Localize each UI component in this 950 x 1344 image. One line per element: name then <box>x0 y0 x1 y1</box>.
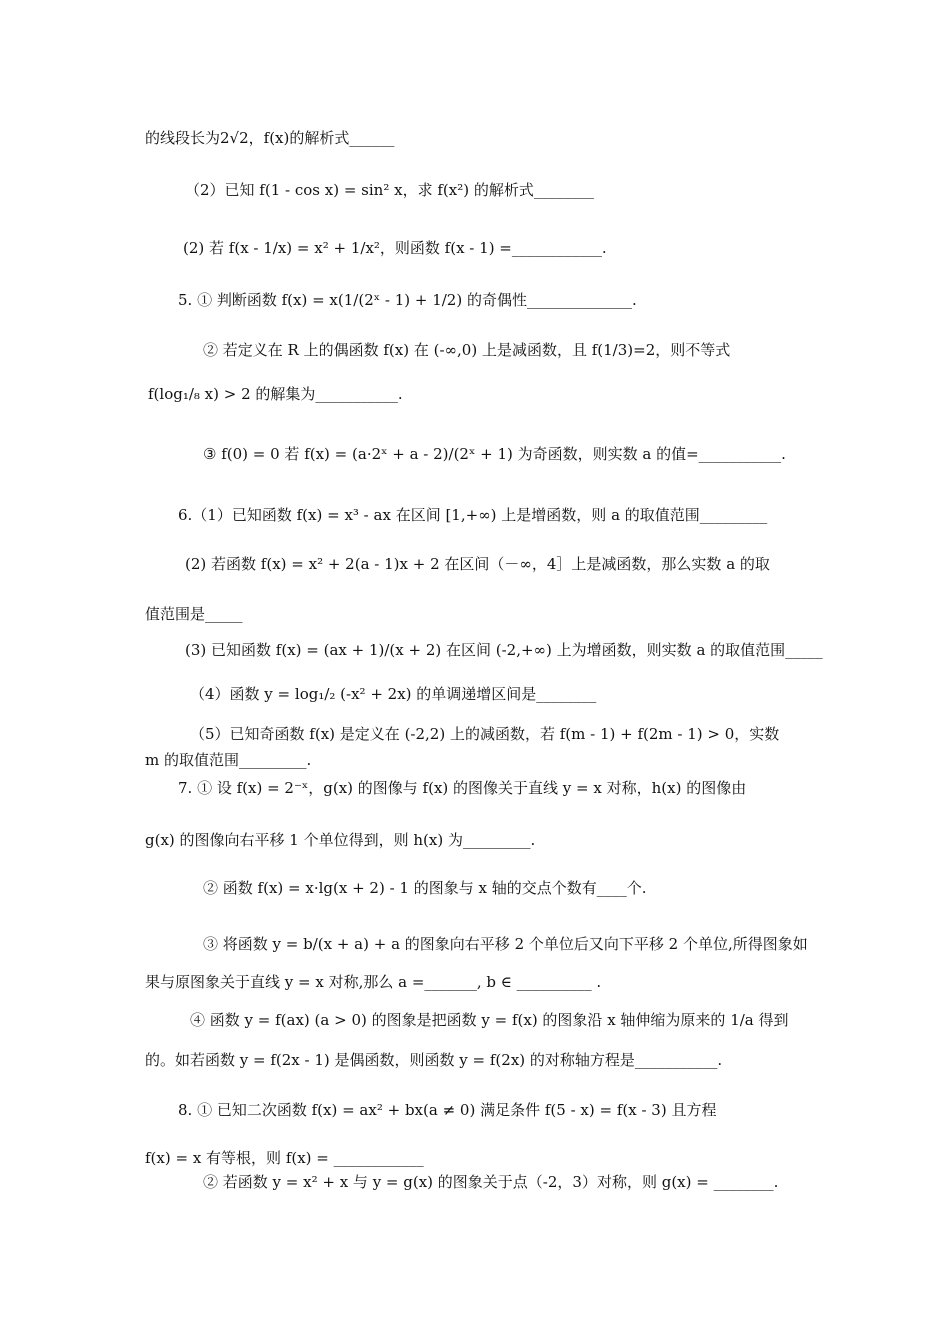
text-line-4: 5. ① 判断函数 f(x) = x(1/(2ˣ - 1) + 1/2) 的奇偶性______________. <box>178 291 637 309</box>
text-line-17: ② 函数 f(x) = x·lg(x + 2) - 1 的图象与 x 轴的交点个数有____个. <box>203 879 647 897</box>
text-line-2: （2）已知 f(1 - cos x) = sin² x，求 f(x²) 的解析式________ <box>185 181 594 199</box>
text-line-13: （5）已知奇函数 f(x) 是定义在 (-2,2) 上的减函数，若 f(m - 1) + f(2m - 1) > 0，实数 <box>190 725 780 743</box>
text-line-24: ② 若函数 y = x² + x 与 y = g(x) 的图象关于点（-2，3）对称，则 g(x) = ________. <box>203 1173 779 1191</box>
text-line-12: （4）函数 y = log₁/₂ (-x² + 2x) 的单调递增区间是________ <box>190 685 597 703</box>
text-line-11: (3) 已知函数 f(x) = (ax + 1)/(x + 2) 在区间 (-2,+∞) 上为增函数，则实数 a 的取值范围_____ <box>185 641 823 659</box>
text-line-7: ③ f(0) = 0 若 f(x) = (a·2ˣ + a - 2)/(2ˣ + 1) 为奇函数，则实数 a 的值=___________. <box>203 445 786 463</box>
text-line-16: g(x) 的图像向右平移 1 个单位得到，则 h(x) 为_________. <box>145 831 536 849</box>
text-line-10: 值范围是_____ <box>145 605 243 623</box>
text-line-14: m 的取值范围_________. <box>145 751 312 769</box>
text-line-23: f(x) = x 有等根，则 f(x) = ____________ <box>145 1149 424 1167</box>
text-line-9: (2) 若函数 f(x) = x² + 2(a - 1)x + 2 在区间（－∞，4］上是减函数，那么实数 a 的取 <box>185 555 770 573</box>
text-line-21: 的。如若函数 y = f(2x - 1) 是偶函数，则函数 y = f(2x) 的对称轴方程是___________. <box>145 1051 723 1069</box>
text-line-18: ③ 将函数 y = b/(x + a) + a 的图象向右平移 2 个单位后又向下平移 2 个单位,所得图象如 <box>203 935 808 953</box>
text-line-3: (2) 若 f(x - 1/x) = x² + 1/x²，则函数 f(x - 1) =____________. <box>183 239 607 257</box>
text-line-5: ② 若定义在 R 上的偶函数 f(x) 在 (-∞,0) 上是减函数，且 f(1/3)=2，则不等式 <box>203 341 731 359</box>
text-line-6: f(log₁/₈ x) > 2 的解集为___________. <box>148 385 403 403</box>
text-line-19: 果与原图象关于直线 y = x 对称,那么 a =_______, b ∈ __________ . <box>145 973 602 991</box>
text-line-1: 的线段长为2√2，f(x)的解析式______ <box>145 129 395 147</box>
text-line-22: 8. ① 已知二次函数 f(x) = ax² + bx(a ≠ 0) 满足条件 f(5 - x) = f(x - 3) 且方程 <box>178 1101 717 1119</box>
text-line-8: 6.（1）已知函数 f(x) = x³ - ax 在区间 [1,+∞) 上是增函数，则 a 的取值范围_________ <box>178 506 768 524</box>
text-line-20: ④ 函数 y = f(ax) (a > 0) 的图象是把函数 y = f(x) 的图象沿 x 轴伸缩为原来的 1/a 得到 <box>190 1011 789 1029</box>
text-line-15: 7. ① 设 f(x) = 2⁻ˣ，g(x) 的图像与 f(x) 的图像关于直线 y = x 对称，h(x) 的图像由 <box>178 779 747 797</box>
